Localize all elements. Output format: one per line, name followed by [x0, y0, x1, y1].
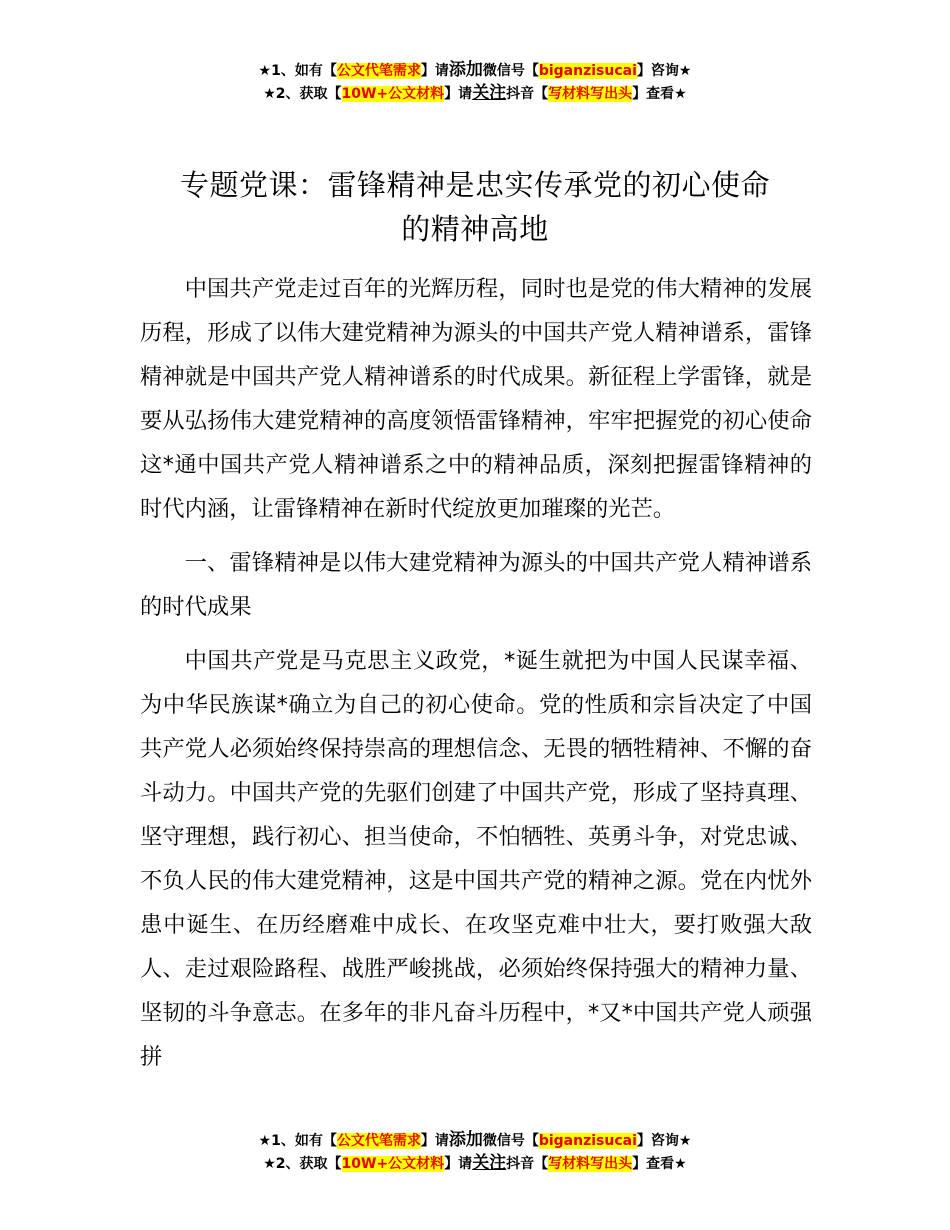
banner-line-1: ★1、如有【公文代笔需求】请添加微信号【biganzisucai】咨询★	[258, 1130, 692, 1150]
highlight-materials: 10W+公文材料	[341, 1156, 445, 1172]
highlight-service: 公文代笔需求	[336, 1133, 421, 1149]
highlight-service: 公文代笔需求	[336, 63, 421, 79]
bottom-banner	[0, 1129, 950, 1175]
banner-line-2: ★2、获取【10W+公文材料】请关注抖音【写材料写出头】查看★	[263, 1153, 687, 1173]
highlight-douyin-id: 写材料写出头	[548, 1156, 633, 1172]
highlight-wechat-id: biganzisucai	[538, 63, 637, 79]
banner-line-1: ★1、如有【公文代笔需求】请添加微信号【biganzisucai】咨询★	[258, 60, 692, 80]
paragraph-section-1: 中国共产党是马克思主义政党，*诞生就把为中国人民谋幸福、为中华民族谋*确立为自己的初心使命。党的性质和宗旨决定了中国共产党人必须始终保持崇高的理想信念、无畏的牺牲精神、不懈的奋斗动力。中国共产党的先驱们创建了中国共产党，形成了坚持真理、坚守理想，践行初心、担当使命，不怕牺牲、英勇斗争，对党忠诚、不负人民的伟大建党精神，这是中国共产党的精神之源。党在内忧外患中诞生、在历经磨难中成长、在攻坚克难中壮大，要打败强大敌人、走过艰险路程、战胜严峻挑战，必须始终保持强大的精神力量、坚韧的斗争意志。在多年的非凡奋斗历程中，*又*中国共产党人顽强拼	[140, 648, 812, 1070]
highlight-wechat-id: biganzisucai	[538, 1133, 637, 1149]
paragraph-intro: 中国共产党走过百年的光辉历程，同时也是党的伟大精神的发展历程，形成了以伟大建党精神为源头的中国共产党人精神谱系，雷锋精神就是中国共产党人精神谱系的时代成果。新征程上学雷锋，就是要从弘扬伟大建党精神的高度领悟雷锋精神，牢牢把握党的初心使命这*通中国共产党人精神谱系之中的精神品质，深刻把握雷锋精神的时代内涵，让雷锋精神在新时代绽放更加璀璨的光芒。	[140, 276, 812, 522]
document-body	[140, 267, 812, 1089]
section-heading-1: 一、雷锋精神是以伟大建党精神为源头的中国共产党人精神谱系的时代成果	[140, 550, 812, 620]
banner-line-2: ★2、获取【10W+公文材料】请关注抖音【写材料写出头】查看★	[263, 83, 687, 103]
title-line-2: 的精神高地	[401, 212, 549, 246]
top-banner	[0, 59, 950, 105]
highlight-douyin-id: 写材料写出头	[548, 86, 633, 102]
document-title	[120, 163, 830, 251]
highlight-materials: 10W+公文材料	[341, 86, 445, 102]
title-line-1: 专题党课：雷锋精神是忠实传承党的初心使命	[179, 168, 770, 202]
